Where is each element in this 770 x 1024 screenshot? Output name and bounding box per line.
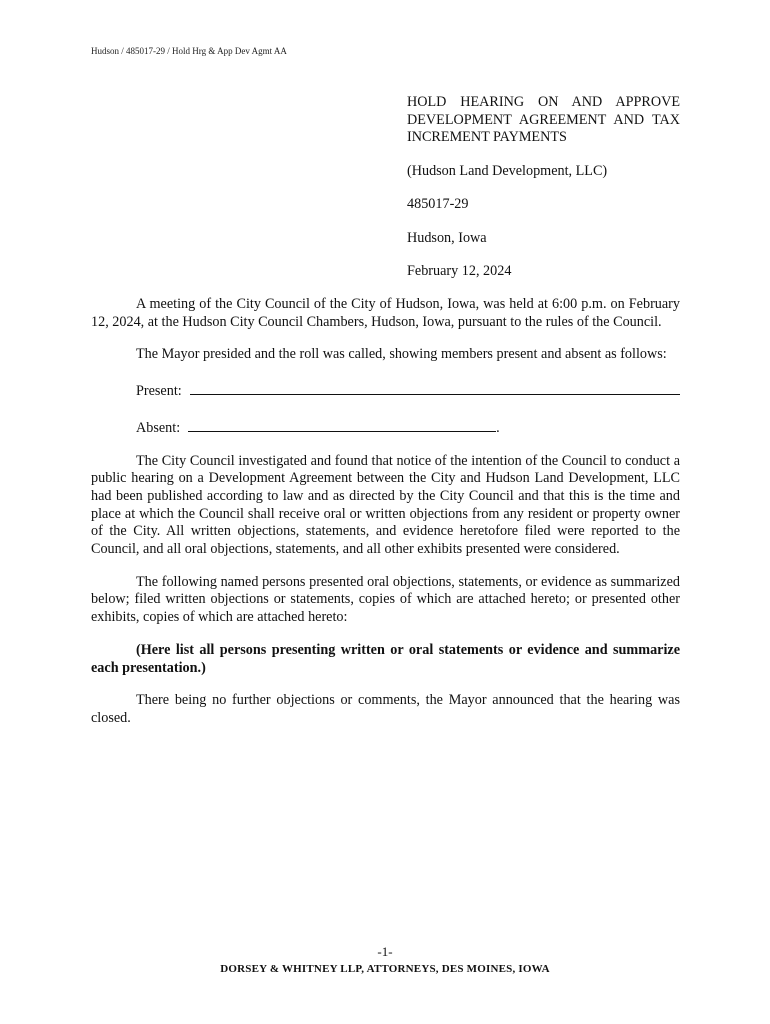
party-name: (Hudson Land Development, LLC): [407, 162, 608, 179]
location: Hudson, Iowa: [407, 229, 487, 246]
document-reference: Hudson / 485017-29 / Hold Hrg & App Dev Agmt AA: [91, 46, 287, 56]
absent-label: Absent:: [136, 419, 181, 436]
document-date: February 12, 2024: [407, 263, 512, 279]
objections-paragraph: The following named persons presented oral objections, statements, or evidence as summarized below; filed written objections or statements, copies of which are attached hereto; or presented other exhibits, copies of which are attached hereto:: [91, 573, 680, 626]
present-blank-line: [190, 379, 680, 395]
notice-paragraph: The City Council investigated and found that notice of the intention of the Council to conduct a public hearing on a Development Agreement between the City and Hudson Land Development, LLC had been published according to law and as directed by the City Council and that this is the time and place at which the Council shall receive oral or written objections from any resident or property owner of the City. All written objections, statements, and evidence heretofore filed were reported to the Council, and all oral objections, statements, and all other exhibits presented were considered.: [91, 452, 680, 558]
title-block: [407, 94, 680, 281]
document-title: HOLD HEARING ON AND APPROVE DEVELOPMENT AGREEMENT AND TAX INCREMENT PAYMENTS: [407, 94, 680, 145]
page-number: -1-: [377, 944, 393, 959]
firm-footer: DORSEY & WHITNEY LLP, ATTORNEYS, DES MOINES, IOWA: [220, 963, 550, 975]
instruction-note: (Here list all persons presenting written or oral statements or evidence and summarize each presentation.): [91, 641, 680, 676]
document-body: [91, 296, 680, 743]
absent-row: [136, 416, 680, 438]
roll-call-paragraph: The Mayor presided and the roll was called, showing members present and absent as follows:: [136, 346, 667, 363]
absent-blank-line: [188, 416, 496, 432]
meeting-paragraph: A meeting of the City Council of the City of Hudson, Iowa, was held at 6:00 p.m. on February 12, 2024, at the Hudson City Council Chambers, Hudson, Iowa, pursuant to the rules of the Council.: [91, 296, 680, 330]
file-number: 485017-29: [407, 196, 469, 212]
absent-period: .: [496, 419, 500, 436]
closing-paragraph: There being no further objections or comments, the Mayor announced that the hearing was closed.: [91, 692, 680, 726]
present-row: [136, 379, 680, 401]
present-label: Present:: [136, 383, 182, 400]
